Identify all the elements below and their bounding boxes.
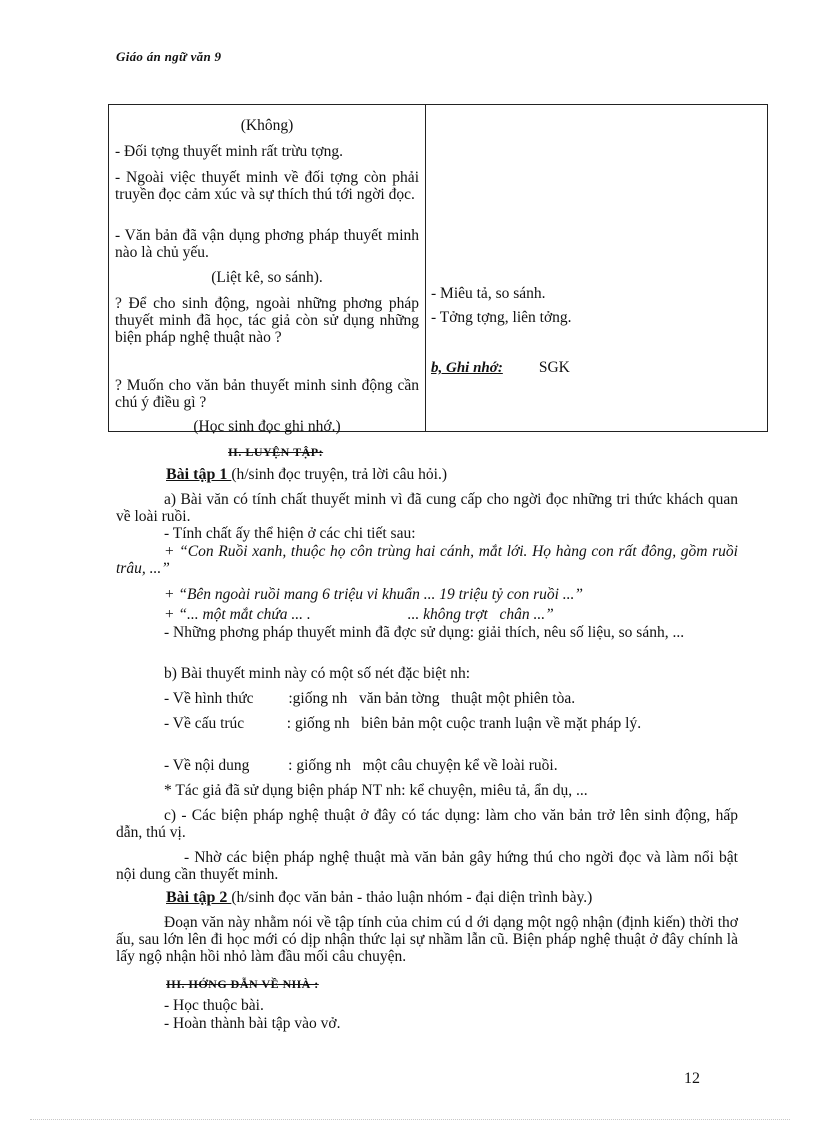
paragraph: - Về cấu trúc : giống nh biên bản một cuộc tranh luận về mặt pháp lý. [164, 715, 642, 732]
table-left-text: (Liệt kê, so sánh). [211, 269, 323, 286]
exercise-1-label: Bài tập 1 [166, 466, 232, 483]
quote: + “... một mắt chứa ... . ... không trợt chân ...” [164, 606, 554, 623]
page-number: 12 [684, 1070, 700, 1087]
paragraph: a) Bài văn có tính chất thuyết minh vì đã cung cấp cho ngời đọc những tri thức khách quan về loài ruồi. [116, 491, 738, 525]
table-left-text: - Đối tợng thuyết minh rất trừu tợng. [115, 143, 343, 160]
lesson-table [108, 104, 768, 435]
table-left-text: - Văn bản đã vận dụng phơng pháp thuyết minh nào là chủ yếu. [115, 227, 419, 261]
quote: + “Bên ngoài ruồi mang 6 triệu vi khuẩn ... 19 triệu tỷ con ruồi ...” [164, 586, 584, 603]
homework-item: - Học thuộc bài. [164, 997, 264, 1014]
section-heading-practice: II. LUYỆN TẬP: [228, 445, 324, 459]
paragraph: c) - Các biện pháp nghệ thuật ở đây có tác dụng: làm cho văn bản trở lên sinh động, hấp dẫn, thú vị. [116, 807, 738, 841]
paragraph: - Những phơng pháp thuyết minh đã đợc sử dụng: giải thích, nêu số liệu, so sánh, ... [164, 624, 685, 641]
ghi-nho-value: SGK [538, 359, 570, 376]
exercise-2-instruction: (h/sinh đọc văn bản - thảo luận nhóm - đại diện trình bày.) [231, 889, 593, 906]
footer-dotted-line [30, 1119, 790, 1120]
paragraph: Đoạn văn này nhằm nói về tập tính của chim cú d ới dạng một ngộ nhận (định kiến) thời thơ ấu, sau lớn lên đi học mới có dịp nhận thức lại sự nhầm lẫn cũ. Biện pháp nghệ thuật ở đây chính là lấy ngộ nhận hồi nhỏ làm đầu mối câu chuyện. [116, 914, 738, 965]
quote: + “Con Ruồi xanh, thuộc họ côn trùng hai cánh, mắt lới. Họ hàng con rất đông, gồm ruồi trâu, ...” [116, 543, 738, 577]
table-left-text: (Không) [240, 117, 294, 134]
exercise-1-instruction: (h/sinh đọc truyện, trả lời câu hỏi.) [231, 466, 448, 483]
paragraph: - Nhờ các biện pháp nghệ thuật mà văn bản gây hứng thú cho ngời đọc và làm nổi bật nội dung cần thuyết minh. [116, 849, 738, 883]
table-right-text: - Tởng tợng, liên tởng. [431, 309, 572, 326]
paragraph: - Về hình thức :giống nh văn bản tờng thuật một phiên tòa. [164, 690, 576, 707]
section-heading-homework: III. HỚNG DẪN VỀ NHÀ : [166, 977, 319, 991]
ghi-nho-label: b, Ghi nhớ: [431, 360, 503, 376]
paragraph: * Tác giả đã sử dụng biện pháp NT nh: kể chuyện, miêu tả, ẩn dụ, ... [164, 782, 588, 799]
table-column-divider [425, 105, 426, 431]
table-left-text: ? Muốn cho văn bản thuyết minh sinh động cần chú ý điều gì ? [115, 377, 419, 411]
table-right-text: - Miêu tả, so sánh. [431, 285, 546, 302]
paragraph: - Tính chất ấy thể hiện ở các chi tiết sau: [164, 525, 416, 542]
page-header: Giáo án ngữ văn 9 [116, 49, 222, 64]
homework-item: - Hoàn thành bài tập vào vở. [164, 1015, 341, 1032]
exercise-2-label: Bài tập 2 [166, 889, 232, 906]
exercise-1-heading [166, 466, 447, 483]
table-left-text: ? Để cho sinh động, ngoài những phơng pháp thuyết minh đã học, tác giả còn sử dụng những biện pháp nghệ thuật nào ? [115, 295, 419, 346]
table-left-text: - Ngoài việc thuyết minh về đối tợng còn phải truyền đọc cảm xúc và sự thích thú tới ngời đọc. [115, 169, 419, 203]
paragraph: - Về nội dung : giống nh một câu chuyện kể về loài ruồi. [164, 757, 558, 774]
ghi-nho-line [431, 359, 570, 377]
table-left-text: (Học sinh đọc ghi nhớ.) [193, 418, 341, 435]
paragraph: b) Bài thuyết minh này có một số nét đặc biệt nh: [164, 665, 471, 682]
exercise-2-heading [166, 889, 592, 906]
